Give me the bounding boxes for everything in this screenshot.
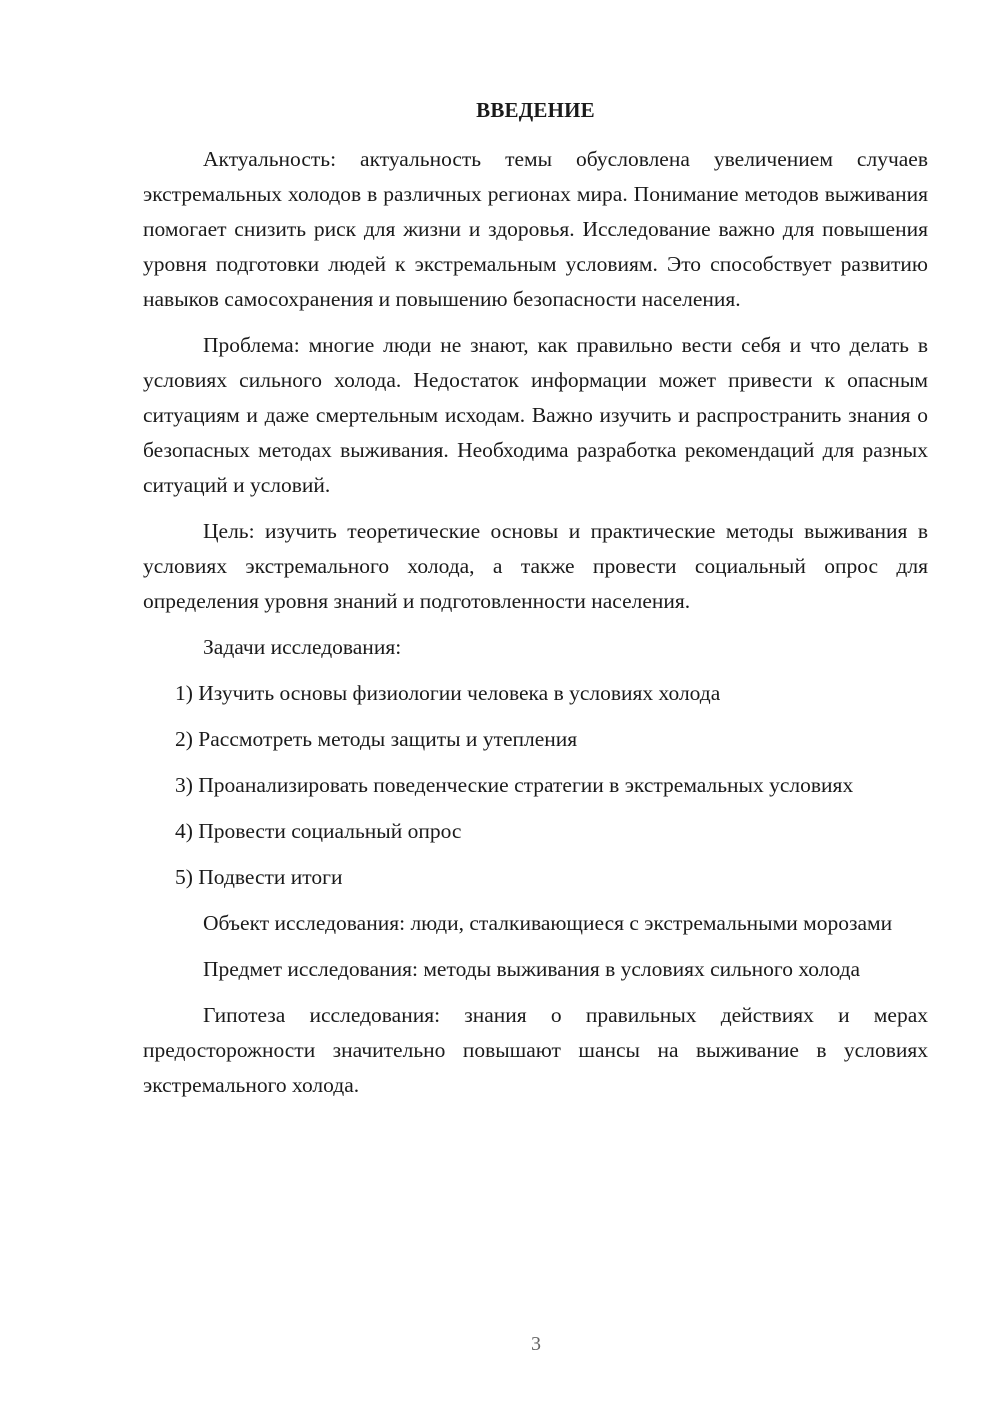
paragraph-object: Объект исследования: люди, сталкивающиеся с экстремальными морозами (203, 911, 893, 935)
task-item-2: 2) Рассмотреть методы защиты и утепления (175, 727, 578, 751)
document-body (143, 142, 928, 1114)
task-item-1: 1) Изучить основы физиологии человека в условиях холода (175, 681, 721, 705)
task-item-3: 3) Проанализировать поведенческие стратегии в экстремальных условиях (175, 773, 854, 797)
paragraph-relevance: Актуальность: актуальность темы обусловлена увеличением случаев экстремальных холодов в различных регионах мира. Понимание методов выживания помогает снизить риск для жизни и здоровья. Исследование важно для повышения уровня подготовки людей к экстремальным условиям. Это способствует развитию навыков самосохранения и повышению безопасности населения. (143, 147, 928, 311)
section-title: ВВЕДЕНИЕ (476, 98, 595, 122)
paragraph-problem: Проблема: многие люди не знают, как правильно вести себя и что делать в условиях сильного холода. Недостаток информации может привести к опасным ситуациям и даже смертельным исходам. Важно изучить и распространить знания о безопасных методах выживания. Необходима разработка рекомендаций для разных ситуаций и условий. (143, 333, 928, 497)
task-item-4: 4) Провести социальный опрос (175, 819, 462, 843)
page-number: 3 (531, 1333, 541, 1355)
paragraph-hypothesis: Гипотеза исследования: знания о правильных действиях и мерах предосторожности значительно повышают шансы на выживание в условиях экстремального холода. (143, 1003, 928, 1097)
task-item-5: 5) Подвести итоги (175, 865, 343, 889)
paragraph-goal: Цель: изучить теоретические основы и практические методы выживания в условиях экстремального холода, а также провести социальный опрос для определения уровня знаний и подготовленности населения. (143, 519, 928, 613)
paragraph-tasks-heading: Задачи исследования: (203, 635, 402, 659)
paragraph-subject: Предмет исследования: методы выживания в условиях сильного холода (203, 957, 861, 981)
